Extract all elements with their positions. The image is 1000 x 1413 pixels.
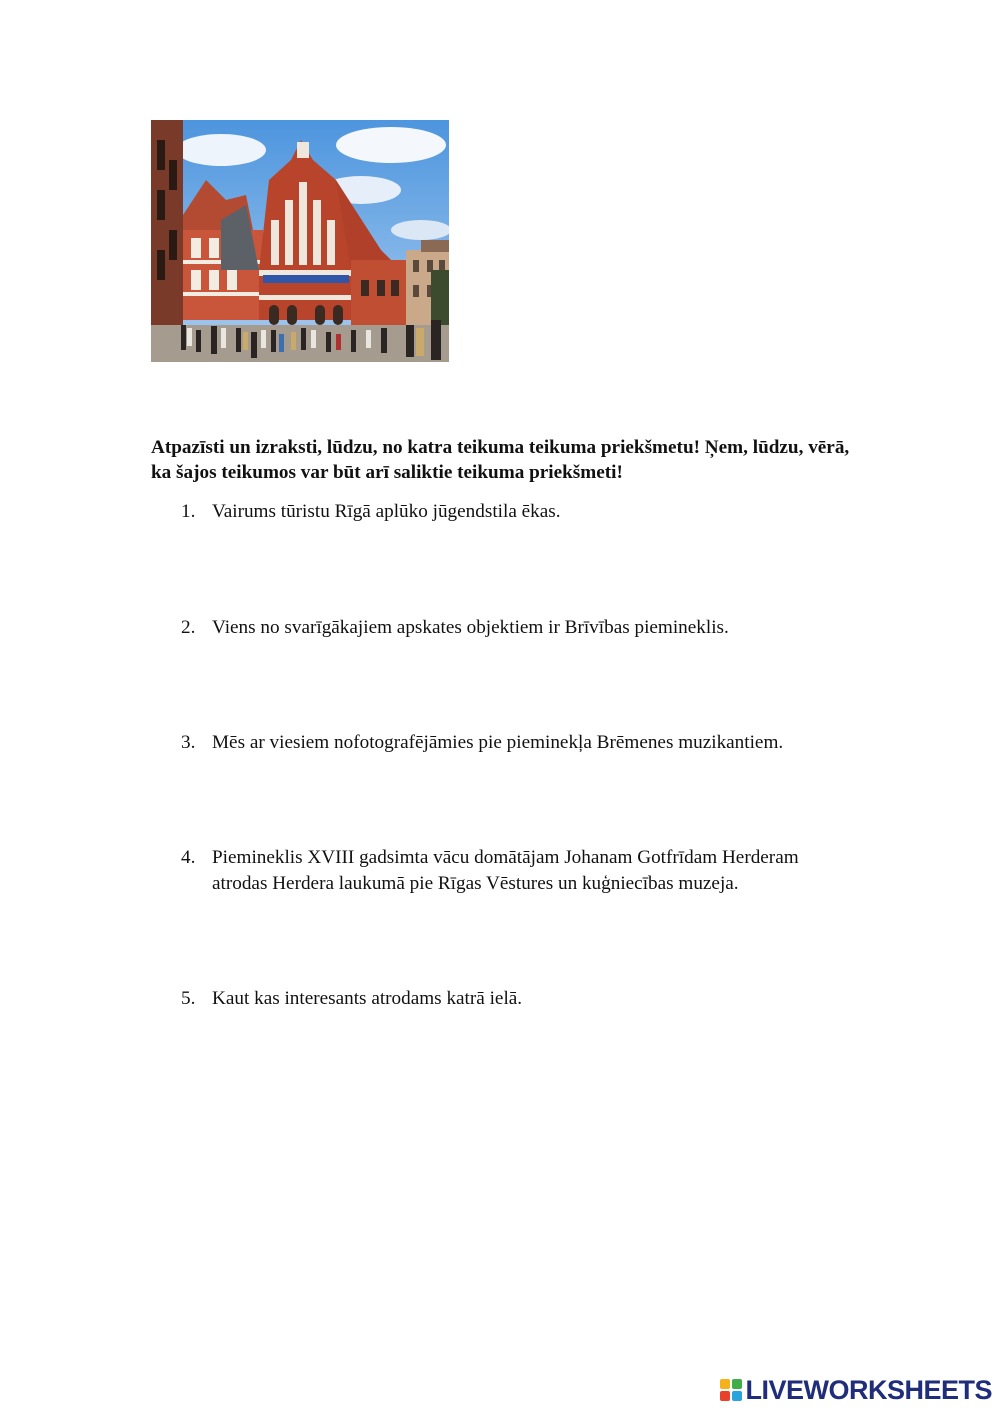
item-number: 2. <box>181 617 196 638</box>
item-text: Mēs ar viesiem nofotografējāmies pie pieminekļa Brēmenes muzikantiem. <box>212 732 784 753</box>
list-item <box>181 499 841 525</box>
item-number: 1. <box>181 501 196 522</box>
item-number: 4. <box>181 847 196 868</box>
item-text: Viens no svarīgākajiem apskates objektiem ir Brīvības piemineklis. <box>212 617 729 638</box>
logo-text: LIVEWORKSHEETS <box>745 1374 992 1405</box>
list-item <box>181 845 841 897</box>
list-item <box>181 615 841 641</box>
liveworksheets-logo <box>720 1375 992 1405</box>
item-text: Piemineklis XVIII gadsimta vācu domātājam Johanam Gotfrīdam Herderam atrodas Herdera laukumā pie Rīgas Vēstures un kuģniecības muzeja. <box>212 847 799 894</box>
list-item <box>181 730 841 756</box>
item-text: Vairums tūristu Rīgā aplūko jūgendstila ēkas. <box>212 501 561 522</box>
item-number: 5. <box>181 988 196 1009</box>
list-item <box>181 986 841 1012</box>
liveworksheets-grid-icon <box>720 1379 742 1401</box>
task-instructions: Atpazīsti un izraksti, lūdzu, no katra teikuma teikuma priekšmetu! Ņem, lūdzu, vērā, ka šajos teikumos var būt arī saliktie teikuma priekšmeti! <box>151 437 850 483</box>
item-text: Kaut kas interesants atrodams katrā ielā. <box>212 988 523 1009</box>
item-number: 3. <box>181 732 196 753</box>
house-of-blackheads-photo <box>151 120 449 362</box>
